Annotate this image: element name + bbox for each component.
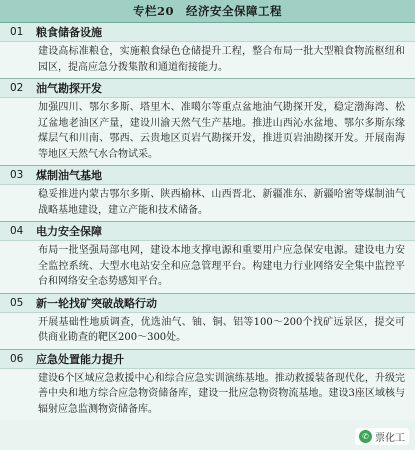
section-body: 稳妥推进内蒙古鄂尔多斯、陕西榆林、山西晋北、新疆准东、新疆哈密等煤制油气战略基地建设，建立产能和技术储备。 — [0, 185, 415, 221]
panel-title: 经济安全保障工程 — [186, 4, 282, 18]
section-oil-gas — [0, 79, 415, 166]
section-mineral-exploration — [0, 294, 415, 350]
section-title: 新一轮找矿突破战略行动 — [36, 296, 157, 310]
watermark-text: 票化工 — [375, 433, 405, 444]
section-number: 04 — [10, 225, 24, 237]
wechat-icon: ✆ — [359, 430, 372, 443]
section-number: 02 — [10, 82, 24, 94]
section-body: 加强四川、鄂尔多斯、塔里木、准噶尔等重点盆地油气勘探开发，稳定渤海湾、松辽盆地老油区产量，建设川渝天然气生产基地。推进山西沁水盆地、鄂尔多斯东缘煤层气和川南、鄂西、云贵地区页岩气勘探开发，推进页岩油勘探开发。开展南海等地区天然气水合物试采。 — [0, 98, 415, 165]
section-header — [0, 166, 415, 185]
section-title: 电力安全保障 — [36, 225, 102, 238]
section-title: 粮食储备设施 — [36, 26, 102, 39]
section-header — [0, 23, 415, 42]
section-power-security — [0, 222, 415, 294]
section-grain-storage — [0, 23, 415, 79]
source-watermark — [355, 428, 409, 445]
section-title: 煤制油气基地 — [36, 169, 102, 182]
section-body: 建设高标准粮仓，实施粮食绿色仓储提升工程，整合布局一批大型粮食物流枢纽和园区，提高应急分拨集散和通道衔接能力。 — [0, 42, 415, 78]
section-emergency-response — [0, 350, 415, 421]
section-body: 布局一批坚强局部电网，建设本地支撑电源和重要用户应急保安电源。建设电力安全监控系统、大型水电站安全和应急管理平台。构建电力行业网络安全集中监控平台和网络安全态势感知平台。 — [0, 241, 415, 293]
section-title: 油气勘探开发 — [36, 82, 102, 95]
panel-header — [0, 0, 415, 23]
section-title: 应急处置能力提升 — [36, 352, 124, 366]
section-header — [0, 350, 415, 369]
section-header — [0, 294, 415, 313]
section-body: 建设6个区域应急救援中心和综合应急实训演练基地。推动救援装备现代化，升级完善中央和地方综合应急物资储备库，建设一批应急物资物流基地。建设3座区域核与辐射应急监测物资储备库。 — [0, 369, 415, 421]
section-number: 03 — [10, 169, 24, 181]
column-label: 专栏20 — [132, 4, 174, 18]
section-number: 06 — [10, 352, 24, 365]
section-header — [0, 79, 415, 98]
section-coal-to-oil — [0, 166, 415, 222]
section-body: 开展基础性地质调查，优选油气、铀、铜、铝等100～200个找矿远景区，提交可供商业勘查的靶区200～300处。 — [0, 313, 415, 349]
section-number: 05 — [10, 296, 24, 309]
section-number: 01 — [10, 26, 24, 38]
section-header — [0, 222, 415, 241]
